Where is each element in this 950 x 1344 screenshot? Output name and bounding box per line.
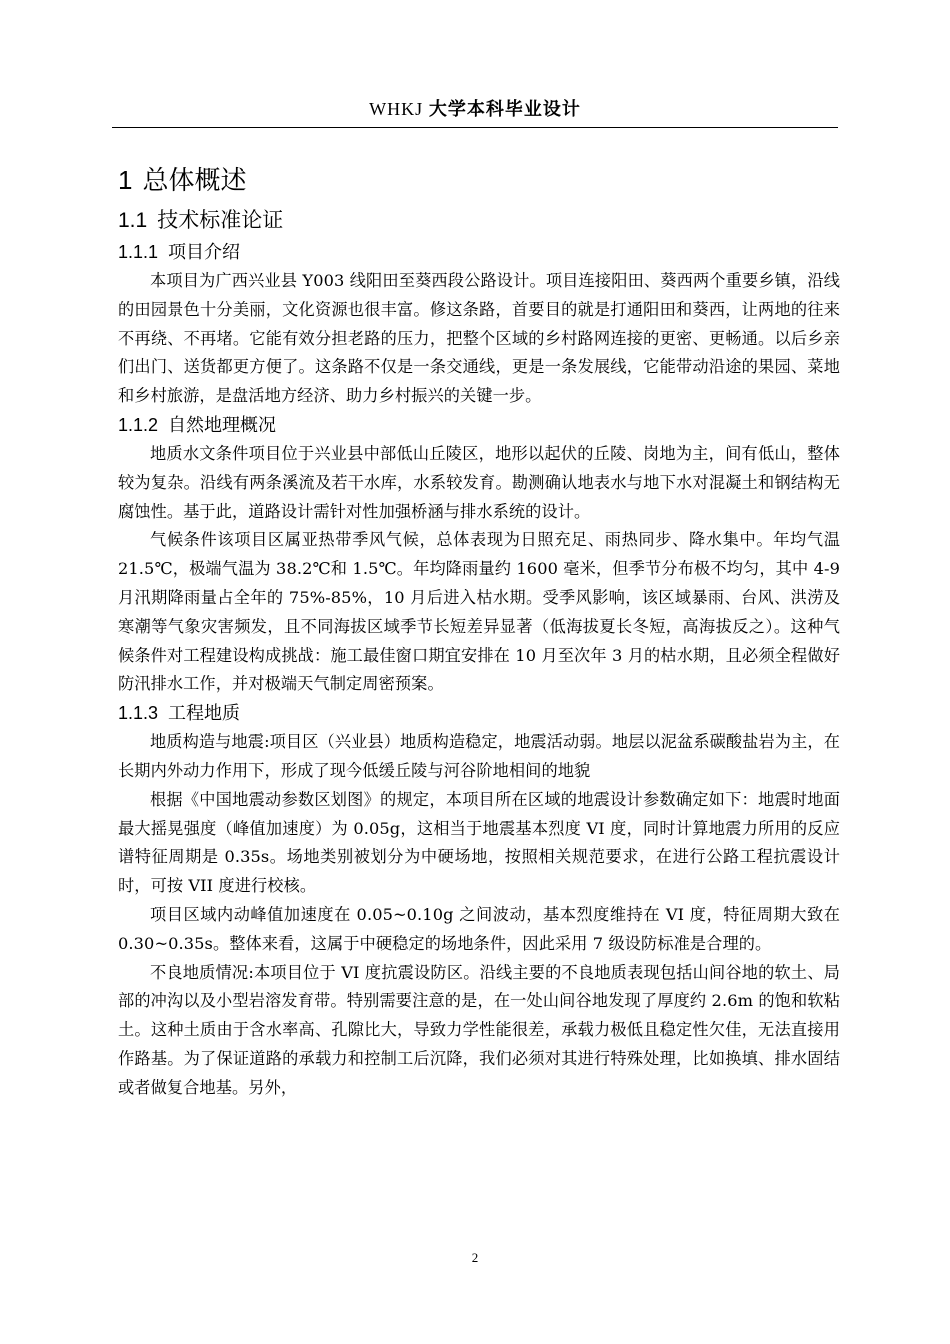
- page-header: [112, 96, 838, 128]
- section-title: 技术标准论证: [157, 208, 284, 232]
- subsection-title: 自然地理概况: [168, 414, 277, 436]
- chapter-title: 总体概述: [142, 166, 247, 196]
- body-paragraph: 本项目为广西兴业县 Y003 线阳田至葵西段公路设计。项目连接阳田、葵西两个重要乡镇，沿线的田园景色十分美丽，文化资源也很丰富。修这条路，首要目的就是打通阳田和葵西，让两地的往来不再绕、不再堵。它能有效分担老路的压力，把整个区域的乡村路网连接的更密、更畅通。以后乡亲们出门、送货都更方便了。这条路不仅是一条交通线，更是一条发展线，它能带动沿途的果园、菜地和乡村旅游，是盘活地方经济、助力乡村振兴的关键一步。: [118, 271, 840, 406]
- subsection-title: 工程地质: [168, 703, 241, 725]
- section-number: 1.1: [118, 209, 148, 232]
- header-rule: [112, 127, 838, 128]
- chapter-number: 1: [118, 165, 133, 195]
- subsection-title: 项目介绍: [168, 242, 241, 263]
- subsection-number: 1.1.1: [118, 242, 159, 262]
- header-title: 大学本科毕业设计: [428, 99, 581, 120]
- subsection-heading: [118, 699, 840, 728]
- document-body: [118, 158, 840, 1103]
- body-paragraph: 项目区域内动峰值加速度在 0.05~0.10g 之间波动，基本烈度维持在 VI 度，特征周期大致在 0.30~0.35s。整体来看，这属于中硬稳定的场地条件，因此采用 7 级设防标准是合理的。: [118, 904, 840, 953]
- body-paragraph: 不良地质情况:本项目位于 VI 度抗震设防区。沿线主要的不良地质表现包括山间谷地的软土、局部的冲沟以及小型岩溶发育带。特别需要注意的是，在一处山间谷地发现了厚度约 2.6m 的饱和软粘土。这种土质由于含水率高、孔隙比大，导致力学性能很差，承载力极低且稳定性欠佳，无法直接用作路基。为了保证道路的承载力和控制工后沉降，我们必须对其进行特殊处理，比如换填、排水固结或者做复合地基。另外，: [118, 962, 840, 1097]
- header-latin: WHKJ: [369, 99, 424, 119]
- body-paragraph: 根据《中国地震动参数区划图》的规定，本项目所在区域的地震设计参数确定如下：地震时地面最大摇晃强度（峰值加速度）为 0.05g，这相当于地震基本烈度 VI 度，同时计算地震力所用的反应谱特征周期是 0.35s。场地类别被划分为中硬场地，按照相关规范要求，在进行公路工程抗震设计时，可按 VII 度进行校核。: [118, 789, 840, 896]
- subsection-heading: [118, 411, 840, 440]
- body-paragraph: 地质水文条件项目位于兴业县中部低山丘陵区，地形以起伏的丘陵、岗地为主，间有低山，整体较为复杂。沿线有两条溪流及若干水库，水系较发育。勘测确认地表水与地下水对混凝土和钢结构无腐蚀性。基于此，道路设计需针对性加强桥涵与排水系统的设计。: [118, 443, 840, 521]
- subsection-number: 1.1.3: [118, 703, 159, 724]
- subsection-number: 1.1.2: [118, 414, 159, 435]
- body-paragraph: 气候条件该项目区属亚热带季风气候，总体表现为日照充足、雨热同步、降水集中。年均气温 21.5℃，极端气温为 38.2℃和 1.5℃。年均降雨量约 1600 毫米，但季节分布极不均匀，其中 4-9 月汛期降雨量占全年的 75%-85%，10 月后进入枯水期。受季风影响，该区域暴雨、台风、洪涝及寒潮等气象灾害频发，且不同海拔区域季节长短差异显著（低海拔夏长冬短，高海拔反之）。这种气候条件对工程建设构成挑战：施工最佳窗口期宜安排在 10 月至次年 3 月的枯水期，且必须全程做好防汛排水工作，并对极端天气制定周密预案。: [118, 530, 840, 694]
- subsection-heading: [118, 238, 840, 267]
- page-number: 2: [471, 1250, 479, 1265]
- chapter-heading: [118, 158, 840, 202]
- body-paragraph: 地质构造与地震:项目区（兴业县）地质构造稳定，地震活动弱。地层以泥盆系碳酸盐岩为主，在长期内外动力作用下，形成了现今低缓丘陵与河谷阶地相间的地貌: [118, 732, 840, 780]
- section-heading: [118, 202, 840, 238]
